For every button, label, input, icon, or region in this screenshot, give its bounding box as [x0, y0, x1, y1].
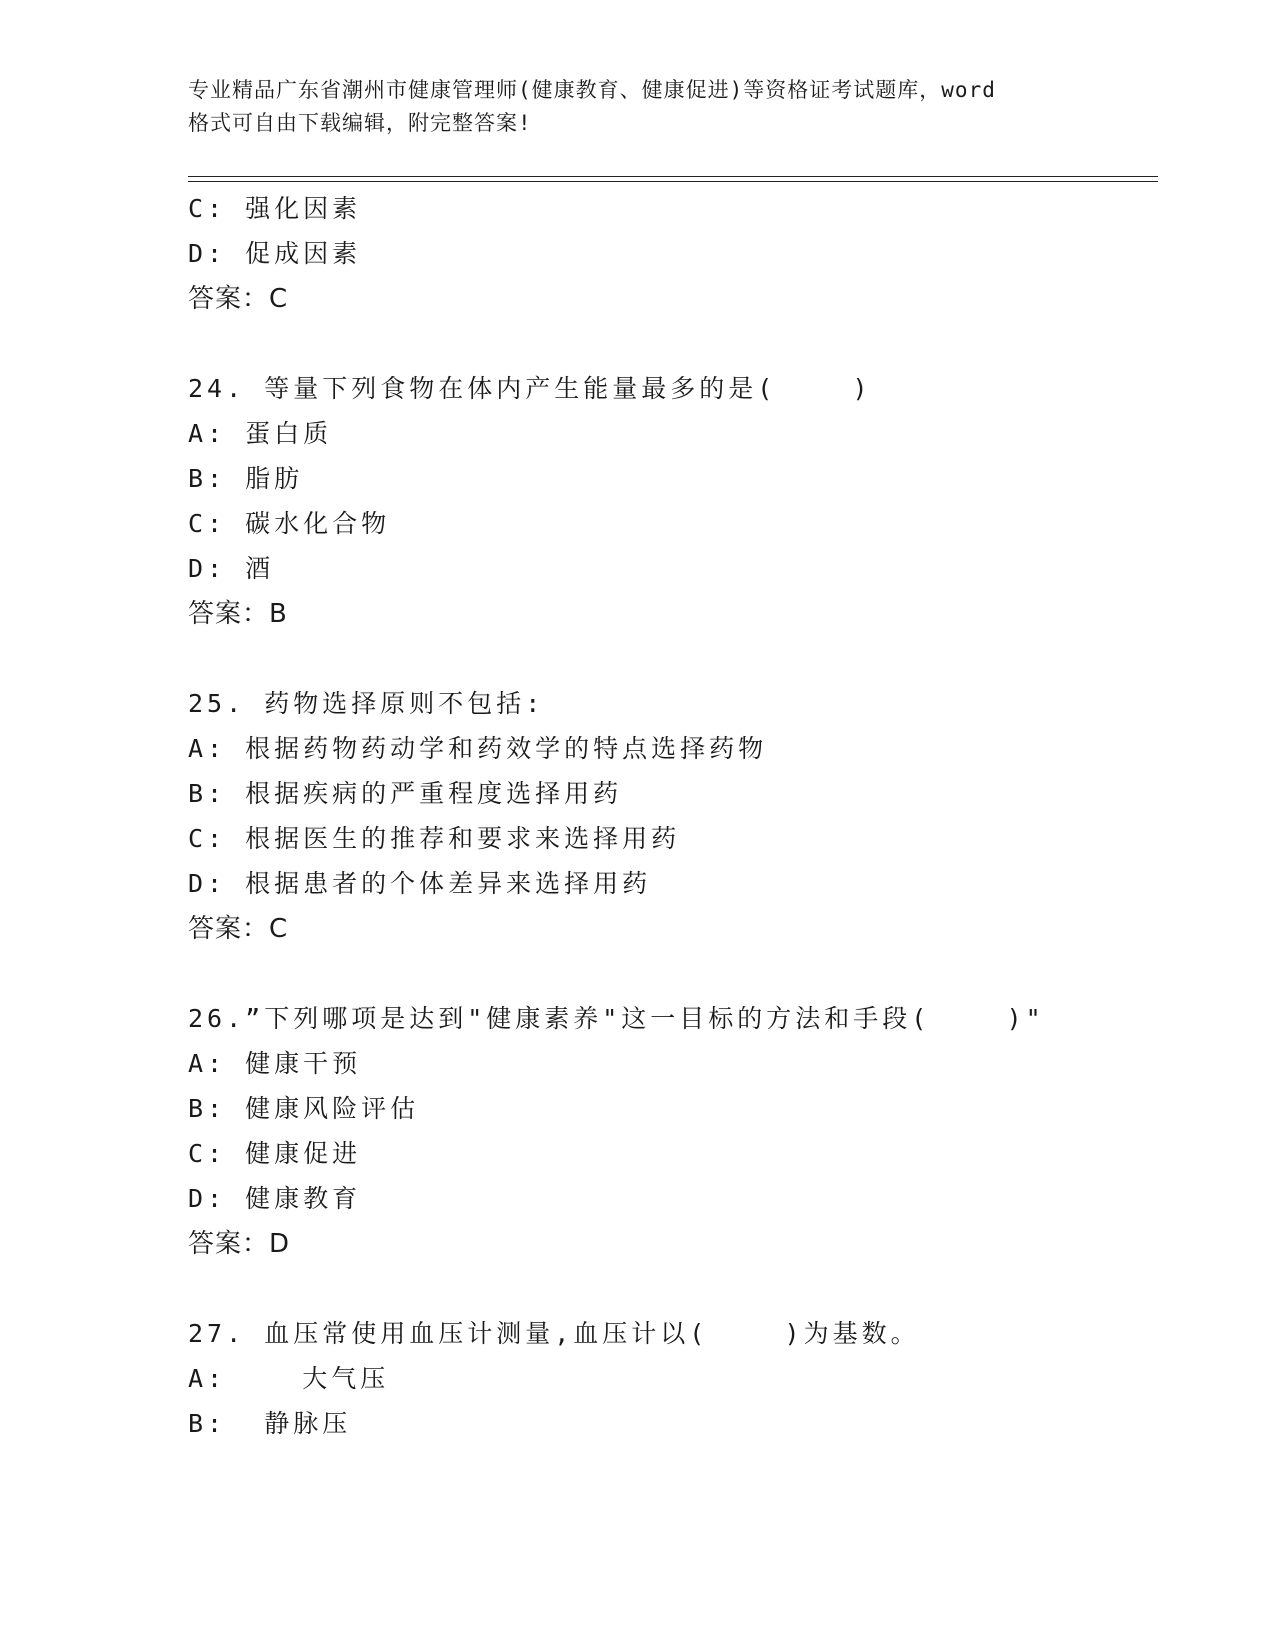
option: A: 健康干预 [188, 1049, 362, 1078]
option: A: 蛋白质 [188, 419, 333, 448]
header-divider-top [188, 176, 1158, 177]
option: B: 健康风险评估 [188, 1094, 420, 1123]
option: D: 健康教育 [188, 1184, 362, 1213]
answer: 答案：C [188, 914, 289, 944]
prev-option-c: C: 强化因素 [188, 194, 362, 223]
header-line-1: 专业精品广东省潮州市健康管理师(健康教育、健康促进)等资格证考试题库，word [188, 78, 996, 102]
option: D: 根据患者的个体差异来选择用药 [188, 869, 652, 898]
prev-answer: 答案：C [188, 284, 289, 314]
option: B: 根据疾病的严重程度选择用药 [188, 779, 623, 808]
document-header [188, 74, 1088, 140]
answer: 答案：B [188, 599, 288, 629]
option: A: 大气压 [188, 1364, 390, 1393]
option: B: 静脉压 [188, 1409, 352, 1438]
option: C: 健康促进 [188, 1139, 362, 1168]
option: A: 根据药物药动学和药效学的特点选择药物 [188, 734, 768, 763]
option: C: 碳水化合物 [188, 509, 391, 538]
option: C: 根据医生的推荐和要求来选择用药 [188, 824, 681, 853]
question-stem: 27. 血压常使用血压计测量,血压计以( )为基数。 [188, 1319, 920, 1348]
prev-option-d: D: 促成因素 [188, 239, 362, 268]
answer: 答案：D [188, 1229, 291, 1259]
question-stem: 25. 药物选择原则不包括: [188, 689, 545, 718]
option: D: 酒 [188, 554, 275, 583]
header-divider-bottom [188, 181, 1158, 182]
header-line-2: 格式可自由下载编辑，附完整答案! [188, 111, 532, 135]
option: B: 脂肪 [188, 464, 304, 493]
question-stem: 26.”下列哪项是达到"健康素养"这一目标的方法和手段( )" [188, 1004, 1045, 1033]
question-stem: 24. 等量下列食物在体内产生能量最多的是( ) [188, 374, 872, 403]
